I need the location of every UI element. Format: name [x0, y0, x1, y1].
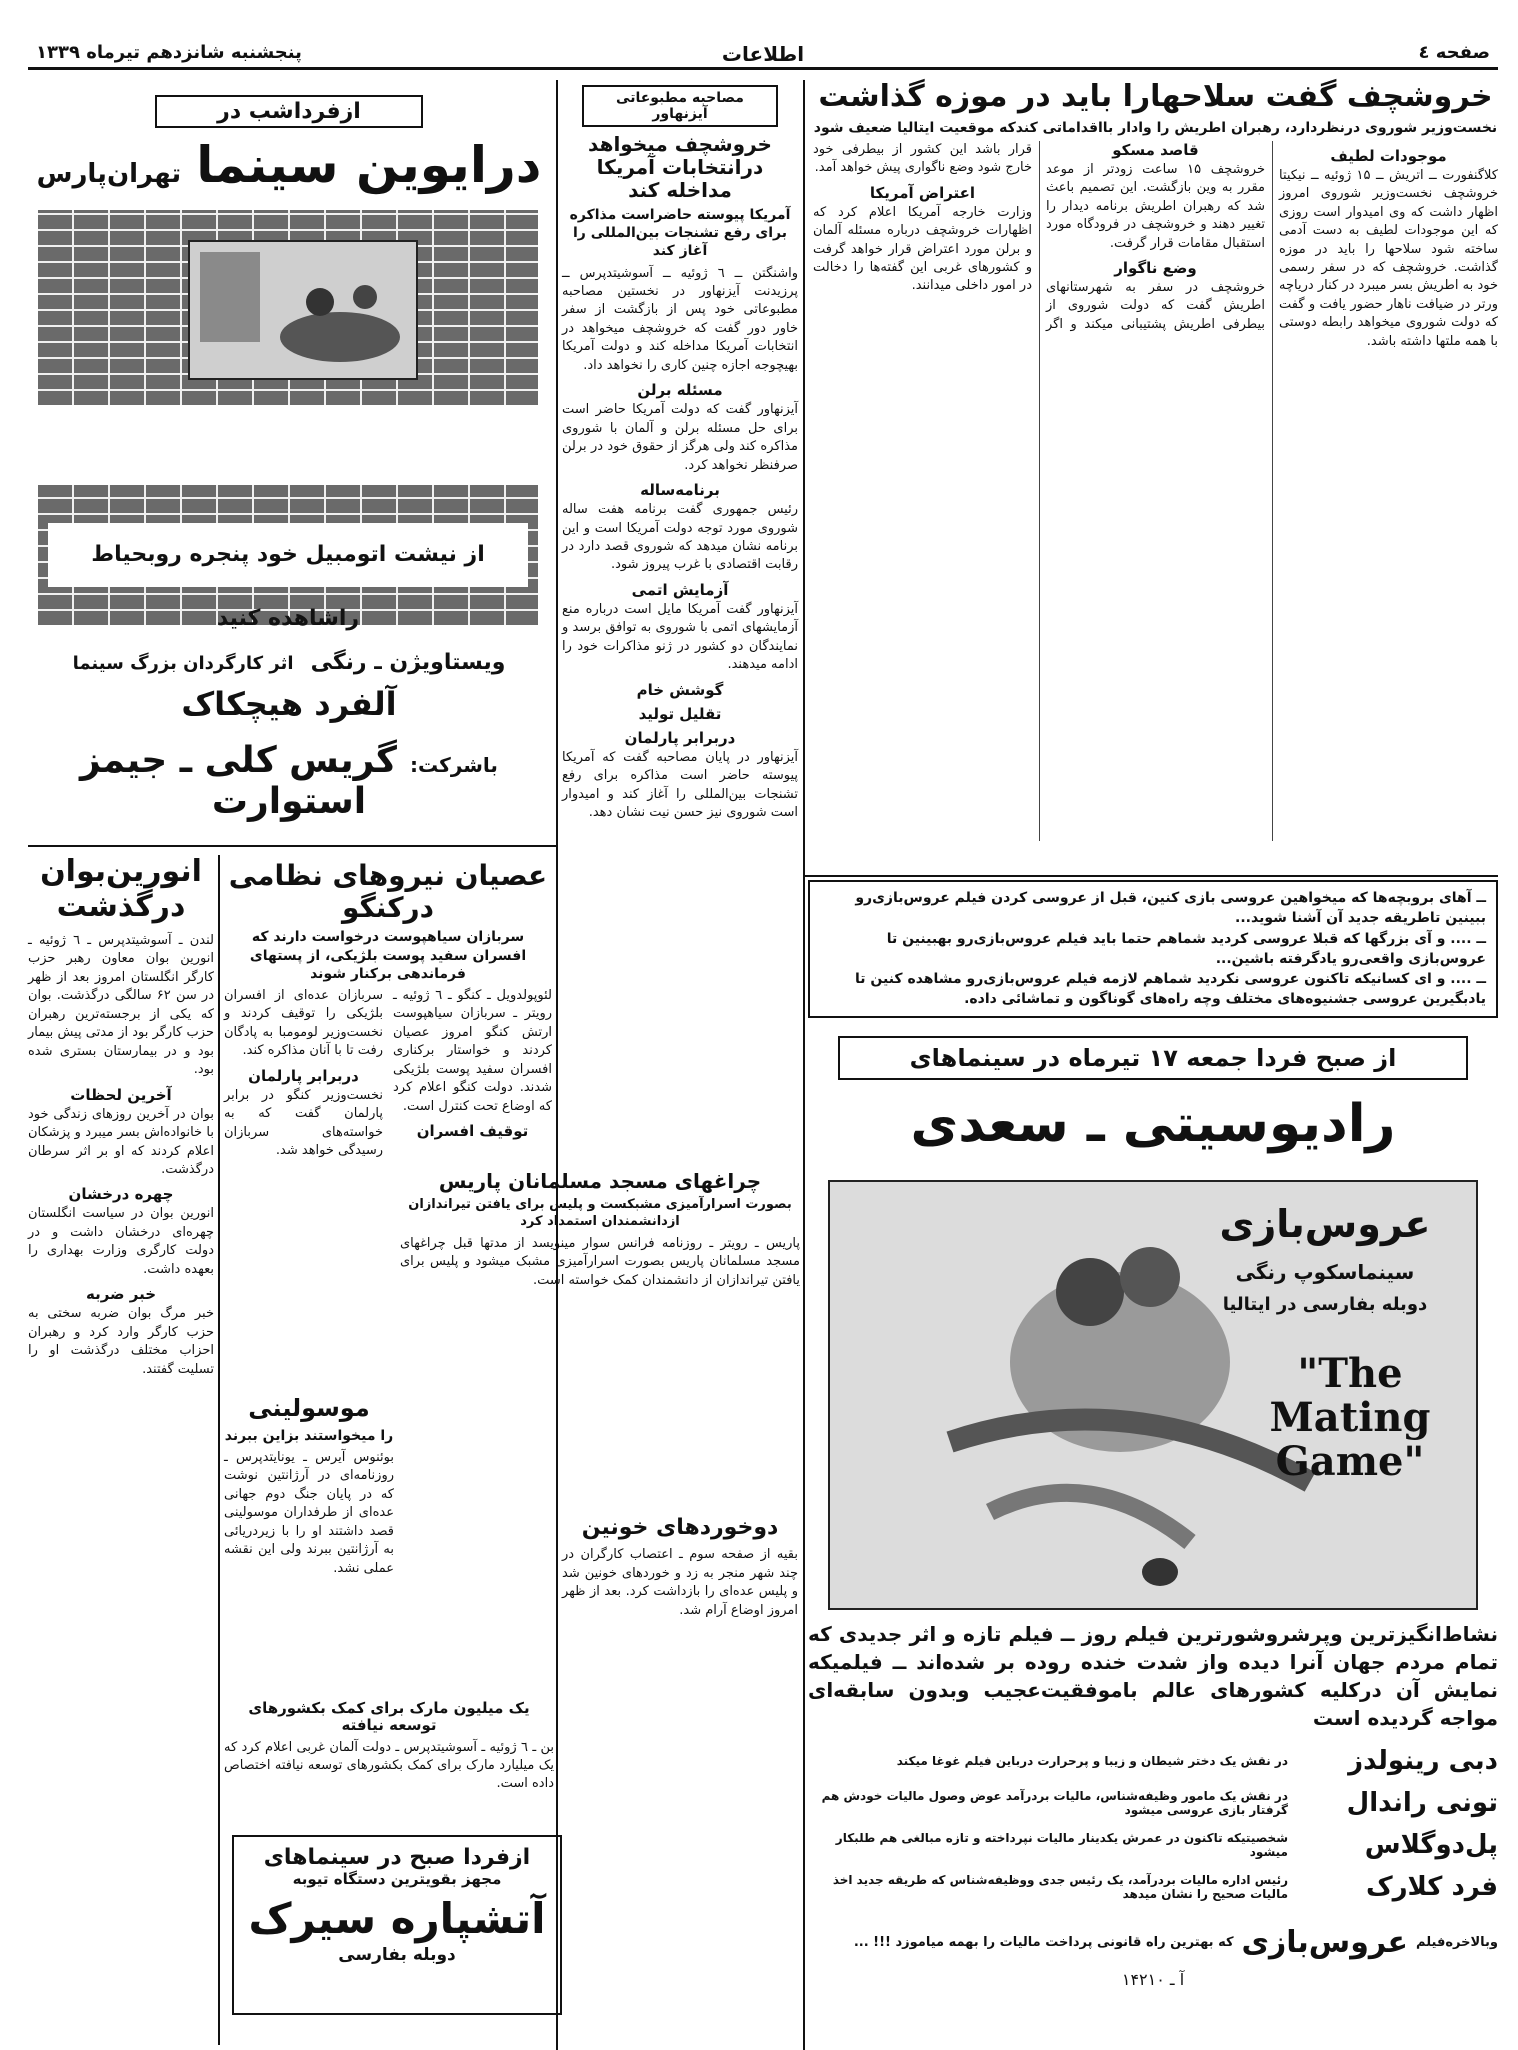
- section-title: چهره درخشان: [68, 1185, 174, 1204]
- article-text: رئیس جمهوری گفت برنامه هفت ساله شوروی مورد توجه دولت آمریکا است و این برنامه نشان میدهد که شوروی قصد دارد در رقابت اقتصادی با غرب پیروز شود.: [562, 502, 798, 573]
- column-rule: [218, 855, 220, 2045]
- section-title: آخرین لحظات: [70, 1085, 172, 1104]
- cast-name: پل‌دوگلاس: [1364, 1830, 1498, 1860]
- section-title: گوشش خام: [636, 680, 724, 699]
- section-title: اعتراض آمریکا: [869, 183, 976, 202]
- poster-subtitle: سینماسکوپ رنگی: [1235, 1260, 1415, 1284]
- article-headline: انورین‌بوان درگذشت: [40, 854, 202, 924]
- article-text: نخست‌وزیر کنگو در برابر پارلمان گفت که به خواسته‌های سربازان رسیدگی خواهد شد.: [224, 1087, 383, 1159]
- section-title: تقلیل تولید: [638, 704, 722, 723]
- article-subhead: بصورت اسرارآمیزی مشبکست و پلیس برای یافتن تیراندازان ازدانشمندان استمداد کرد: [408, 1197, 792, 1229]
- issue-date: پنجشنبه شانزدهم تیرماه ۱۳۳۹: [36, 42, 302, 63]
- column-rule: [803, 80, 805, 2050]
- article-headline: موسولینی: [248, 1394, 370, 1422]
- section-title: خبر ضربه: [85, 1285, 157, 1304]
- closing-prefix: وبالاخره‌فیلم: [1416, 1935, 1498, 1950]
- ad-line: ــ .... و ای کسانیکه تاکنون عروسی نکردید شماهم لازمه فیلم عروس‌بازی‌رو مشاهده کنین تا یادبگیرین عروسی جشنیوه‌های مختلف وچه راه‌های گوناگون و تماشائی داده.: [855, 971, 1486, 1008]
- column-label: مصاحبه مطبوعاتی آیزنهاور: [582, 85, 778, 127]
- article-text: لئوپولدویل ـ کنگو ـ ٦ ژوئیه ـ رویتر ـ سربازان سیاهپوست ارتش کنگو امروز عصیان کردند و خواستار برکناری افسران سفید پوست بلژیکی شدند. دولت کنگو اعلام کرد که اوضاع تحت کنترل است.: [393, 987, 552, 1114]
- section-title: قاصد مسکو: [1112, 140, 1199, 159]
- cinema-name: درایوین سینما: [196, 136, 542, 194]
- article-text: خروشچف در سفر به شهرستانهای اطریش گفت که دولت شوروی از بیطرفی اطریش پشتیبانی میکند و اگر قرار باشد این کشور از بیطرفی خود خارج شود وضع ناگواری پیش خواهد آمد.: [813, 141, 1265, 332]
- article-text: آیزنهاور گفت که دولت آمریکا حاضر است برای حل مسئله برلن و آلمان با شوروی مذاکره کند ولی هرگز از حقوق خود در برلن صرفنظر نخواهد کرد.: [562, 402, 798, 473]
- ad-intro-box: [808, 880, 1498, 1018]
- closing-suffix: که بهترین راه قانونی پرداخت مالیات را بهمه میاموزد !!! ...: [853, 1935, 1234, 1950]
- article-headline: خروشچف میخواهد درانتخابات آمریکا مداخله کند: [588, 132, 772, 202]
- cast-row: [808, 1866, 1498, 1908]
- article-headline: چراغهای مسجد مسلمانان پاریس: [438, 1169, 762, 1193]
- cast-row: [808, 1824, 1498, 1866]
- section-title: آزمایش اتمی: [631, 580, 729, 599]
- page-header: [28, 38, 1498, 70]
- column-rule: [556, 80, 558, 2050]
- section-title: دربرابر پارلمان: [624, 728, 736, 747]
- article-headline: دوخوردهای خونین: [581, 1515, 779, 1540]
- article-text: پاریس ـ رویتر ـ روزنامه فرانس سوار مینویسد از مدتها قبل چراغهای مسجد مسلمانان پاریس بصورت اسرارآمیزی مشبک میشود و پلیس برای یافتن تیراندازان از دانشمندان کمک خواسته است.: [400, 1235, 800, 1288]
- poster-subtitle: دوبله بفارسی در ایتالیا: [1222, 1294, 1428, 1315]
- article-text: بن ـ ٦ ژوئیه ـ آسوشیتدپرس ـ دولت آلمان غربی اعلام کرد که یک میلیارد مارک برای کمک بکشورهای توسعه نیافته اختصاص داده است.: [224, 1739, 555, 1792]
- section-title: توقیف افسران: [416, 1122, 529, 1141]
- article-text: سربازان عده‌ای از افسران بلژیکی را توقیف کردند و نخست‌وزیر لومومبا به پادگان رفت تا با آنان مذاکره کند.: [224, 987, 383, 1059]
- cast-list: [808, 1740, 1498, 1908]
- mussolini-article: [224, 1395, 394, 1685]
- article-text: خروشچف ۱۵ ساعت زودتر از موعد مقرر به وین بازگشت. این تصمیم باعث شد که رهبران اطریش برنامه دیدار را تغییر دهند و خروشچف در فرودگاه مورد استقبال مقامات قرار گرفت.: [1046, 161, 1265, 251]
- khrushchev-article: [813, 80, 1498, 870]
- bevan-article: [28, 855, 214, 2045]
- ad-line: ازفرداشب در: [155, 95, 423, 128]
- article-columns: [224, 987, 552, 1161]
- aid-article: [224, 1700, 554, 1840]
- section-title: وضع ناگوار: [1114, 258, 1197, 277]
- cast-name: فرد کلارک: [1365, 1872, 1498, 1902]
- cast-row: [808, 1782, 1498, 1824]
- cast-row: [808, 1740, 1498, 1782]
- article-text: خبر مرگ بوان ضربه سختی به حزب کارگر وارد کرد و رهبران احزاب مختلف درگذشت او را تسلیت گفتند.: [28, 1306, 214, 1377]
- cinema-names: رادیوسیتی ـ سعدی: [910, 1093, 1396, 1154]
- article-text: کلاگنفورت ــ اتریش ــ ۱۵ ژوئیه ــ نیکیتا خروشچف نخست‌وزیر شوروی امروز اظهار داشت که وی امیدوار است روزی که این موجودات لطیف به دست آدمی ساخته شود سلاحها را باید در موزه گذاشت. خروشچف که در سفر رسمی خود به اطریش بسر میبرد در کنار دریاچه ورتر در ضیافت ناهار حضور یافت و گفت که دولت شوروی میخواهد رابطه دوستی با همه ملتها داشته باشد.: [1279, 167, 1498, 349]
- window-scene-image: [188, 240, 418, 380]
- ad-code: آ ـ ۱۴۲۱۰: [1121, 1970, 1185, 1989]
- article-headline: خروشچف گفت سلاحهارا باید در موزه گذاشت: [818, 79, 1493, 114]
- poster-title: عروس‌بازی: [1219, 1202, 1431, 1246]
- cinema-city: تهران‌پارس: [36, 159, 182, 189]
- article-headline: یک میلیون مارک برای کمک بکشورهای توسعه نیافته: [248, 1699, 530, 1735]
- ad-title-row: [28, 136, 550, 194]
- section-rule: [28, 845, 556, 847]
- cast-name: دبی رینولدز: [1348, 1746, 1498, 1776]
- article-text: وزارت خارجه آمریکا اعلام کرد که اظهارات خروشچف درباره مسئله آلمان و برلن مورد اعتراض قرار خواهد گرفت و کشورهای غربی این گفته‌ها را دخالت در امور داخلی میدانند.: [813, 204, 1032, 294]
- article-text: بوان در آخرین روزهای زندگی خود با خانواده‌اش بسر میبرد و پزشکان اعلام کردند که او بر اثر سرطان درگذشت.: [28, 1106, 214, 1177]
- article-subhead: سربازان سیاهپوست درخواست دارند که افسران سفید پوست بلژیکی، از پستهای فرماندهی برکنار شوند: [249, 929, 527, 982]
- film-description: نشاط‌انگیزترین وپرشروشورترین فیلم روز ــ فیلم تازه و اثر جدیدی که تمام مردم جهان آنرا دیده واز شدت خنده روده بر شده‌اند ــ فیلمیکه نمایش آن درکلیه کشورهای عالم باموفقیت‌عجیب وبدون سابقه‌ای مواجه گردیده است: [808, 1622, 1498, 1730]
- interview-article: [562, 85, 798, 1165]
- stars-names: گریس کلی ـ جیمز استوارت: [80, 740, 397, 822]
- article-text: لندن ـ آسوشیتدپرس ـ ٦ ژوئیه ـ انورین بوان معاون رهبر حزب کارگر انگلستان امروز بعد از ظهر در سن ۶۲ سالگی درگذشت. بوان که یکی از برجسته‌ترین رهبران حزب کارگر بود از مدتی پیش بیمار بود و در بیمارستان بستری شده بود.: [28, 933, 215, 1078]
- car-scene-icon: [190, 242, 416, 378]
- cast-name: تونی راندال: [1346, 1788, 1498, 1818]
- article-text: واشنگتن ــ ٦ ژوئیه ــ آسوشیتدپرس ــ پرزیدنت آیزنهاور در نخستین مصاحبه مطبوعاتی خود پس از بازگشت از سفر خاور دور گفت که خروشچف میخواهد در انتخابات آمریکا مداخله کند و دولت آمریکا بهیچوجه اجازه چنین کاری را نخواهد داد.: [562, 265, 798, 373]
- article-text: انورین بوان در سیاست انگلستان چهره‌ای درخشان داشت و در دولت کارگری وزارت بهداری را بعهده داشت.: [28, 1206, 214, 1277]
- circus-ad: [232, 1835, 562, 2015]
- director-name: آلفرد هیچکاک: [181, 685, 397, 723]
- closing-title: عروس‌بازی: [1241, 1925, 1409, 1960]
- film-format: ویستاویژن ـ رنگی: [310, 650, 506, 675]
- ad-line: ــ آهای بروبچه‌ها که میخواهین عروسی بازی کنین، قبل از عروسی کردن فیلم عروس‌بازی‌رو ببینین تاطریقه جدید آن آشنا شوید...: [855, 890, 1486, 927]
- brick-wall-illustration: [38, 210, 538, 405]
- closing-line: [808, 1925, 1498, 1960]
- article-text: آیزنهاور گفت آمریکا مایل است درباره منع آزمایشهای اتمی با شوروی به توافق برسد و نمایندگان دو کشور در ژنو مذاکرات خود را ادامه میدهند.: [562, 601, 798, 673]
- article-subhead: را میخواستند بزاین ببرند: [224, 1427, 394, 1444]
- ad-line: مجهز بقویترین دستگاه تیوبه: [292, 1870, 502, 1888]
- english-title: "The Mating Game": [1269, 1350, 1431, 1485]
- drive-in-ad: [28, 95, 550, 840]
- ad-line: ــ .... و آی بزرگها که قبلا عروسی کردید شماهم حتما باید فیلم عروس‌بازی‌رو بهبینین تا عروس‌بازی واقعی‌رو یادگرفته باشین...: [886, 930, 1486, 967]
- article-headline: عصیان نیروهای نظامی درکنگو: [228, 859, 548, 925]
- ad-line: ازفردا صبح در سینماهای: [263, 1845, 531, 1870]
- cast-role: شخصیتیکه تاکنون در عمرش یکدینار مالیات نپرداخته و تازه مبالغی هم طلبکار میشود: [835, 1831, 1288, 1859]
- section-title: برنامه‌ساله: [640, 481, 720, 500]
- ad-line: دوبله بفارسی: [338, 1945, 456, 1965]
- release-date: از صبح فردا جمعه ۱۷ تیرماه در سینماهای: [838, 1036, 1468, 1080]
- article-text: بوئنوس آیرس ـ یونایتدپرس ـ روزنامه‌ای در آرژانتین نوشت که در پایان جنگ دوم جهانی عده‌ای از طرفداران موسولینی قصد داشتند او را با زیردریائی به آرژانتین ببرند ولی این نقشه عملی نشد.: [224, 1449, 394, 1576]
- section-title: دربرابر پارلمان: [248, 1066, 359, 1085]
- director-label: اثر کارگردان بزرگ سینما: [72, 653, 294, 674]
- mating-game-ad: [808, 880, 1498, 2040]
- page-number: صفحه ٤: [1418, 42, 1490, 63]
- section-rule: [803, 875, 1498, 877]
- newspaper-name: اطلاعات: [721, 42, 805, 66]
- cast-role: رئیس اداره مالیات بردرآمد، یک رئیس جدی ووظیفه‌شناس که طریقه جدید اخذ مالیات صحیح را نشان میدهد: [832, 1873, 1288, 1901]
- with-label: باشرکت:: [410, 753, 498, 777]
- paris-article: [400, 1170, 800, 1510]
- poster-image: [828, 1180, 1478, 1610]
- film-stars: [28, 740, 550, 822]
- section-title: مسئله برلن: [637, 381, 723, 400]
- article-text: بقیه از صفحه سوم ـ اعتصاب کارگران در چند شهر منجر به زد و خوردهای خونین شد و پلیس عده‌ای را بازداشت کرد. بعد از ظهر امروز اوضاع آرام شد.: [562, 1547, 798, 1618]
- brick-wall-illustration: [38, 485, 538, 631]
- article-subhead: نخست‌وزیر شوروی درنظردارد، رهبران اطریش را وادار بااقداماتی کندکه موقعیت ایتالیا ضعیف شود: [813, 119, 1498, 136]
- clashes-article: [562, 1515, 798, 1775]
- article-subhead: آمریکا پیوسته حاضراست مذاکره برای رفع تشنجات بین‌المللی را آغاز کند: [569, 207, 791, 260]
- film-credits: [28, 650, 550, 675]
- ad-slogan: از نیشت اتومبیل خود پنجره روبحیاط راشاهده کنید: [48, 523, 528, 587]
- article-text: آیزنهاور در پایان مصاحبه گفت که آمریکا پیوسته حاضر است مذاکره برای رفع تشنجات بین‌المللی را آغاز کند و امیدوار است شوروی نیز حسن نیت نشان دهد.: [562, 749, 798, 821]
- film-title: آتشپاره سیرک: [248, 1894, 546, 1943]
- cast-role: در نقش یک مامور وظیفه‌شناس، مالیات بردرآمد عوض وصول مالیات خودش هم گرفتار بازی عروسی میشود: [821, 1789, 1288, 1817]
- cast-role: در نقش یک دختر شیطان و زیبا و پرحرارت درباین فیلم غوغا میکند: [896, 1754, 1288, 1768]
- article-columns: [813, 141, 1498, 841]
- section-title: موجودات لطیف: [1330, 146, 1447, 165]
